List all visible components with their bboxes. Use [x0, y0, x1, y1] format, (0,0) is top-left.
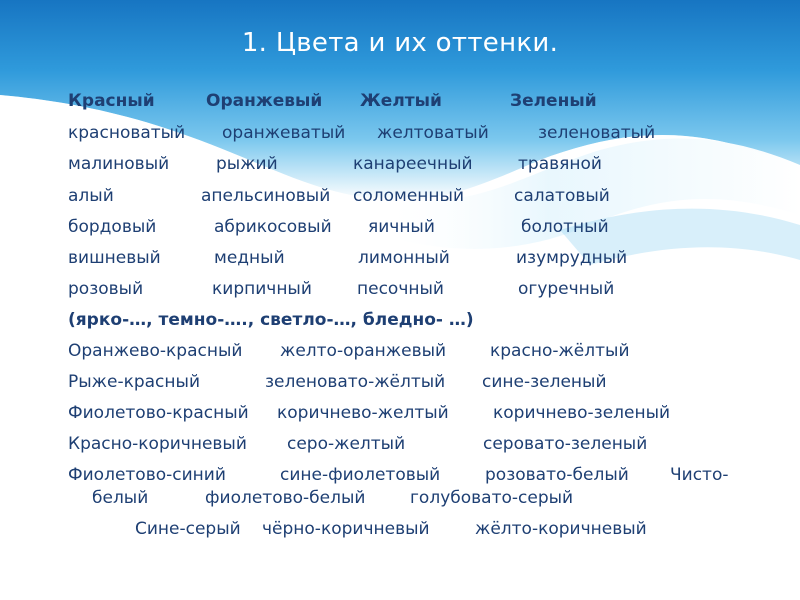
- header-red: Красный: [68, 91, 155, 111]
- slide-title: 1. Цвета и их оттенки.: [241, 28, 559, 58]
- prefix-note: (ярко-…, темно-…., светло-…, бледно- …): [68, 310, 474, 330]
- header-orange: Оранжевый: [206, 91, 323, 111]
- compound-row: [0, 434, 800, 464]
- compound-item: Сине-серый: [135, 519, 241, 539]
- shade-orange: оранжеватый: [222, 123, 346, 143]
- compound-item: Фиолетово-красный: [68, 403, 249, 423]
- compound-item: жёлто-коричневый: [475, 519, 647, 539]
- compound-item: серовато-зеленый: [483, 434, 648, 454]
- compound-item: серо-желтый: [287, 434, 406, 454]
- prefix-note-row: [0, 310, 800, 340]
- shade-green: салатовый: [514, 186, 610, 206]
- shade-yellow: желтоватый: [377, 123, 489, 143]
- compound-item: зеленовато-жёлтый: [265, 372, 446, 392]
- compound-item: Оранжево-красный: [68, 341, 243, 361]
- shade-row: [0, 248, 800, 278]
- shade-red: вишневый: [68, 248, 161, 268]
- shade-orange: кирпичный: [212, 279, 312, 299]
- shade-orange: абрикосовый: [214, 217, 332, 237]
- compound-item: розовато-белый: [485, 465, 629, 485]
- shade-red: малиновый: [68, 154, 170, 174]
- shade-row: [0, 154, 800, 184]
- shade-yellow: канареечный: [353, 154, 473, 174]
- compound-item: фиолетово-белый: [205, 488, 366, 508]
- shade-yellow: лимонный: [358, 248, 450, 268]
- shade-green: зеленоватый: [538, 123, 656, 143]
- compound-item: чёрно-коричневый: [262, 519, 430, 539]
- shade-orange: рыжий: [216, 154, 278, 174]
- shade-orange: апельсиновый: [201, 186, 331, 206]
- shade-red: красноватый: [68, 123, 186, 143]
- compound-item: Красно-коричневый: [68, 434, 247, 454]
- shade-row: [0, 186, 800, 216]
- compound-row: [0, 403, 800, 433]
- shade-red: бордовый: [68, 217, 157, 237]
- header-green: Зеленый: [510, 91, 597, 111]
- shade-yellow: песочный: [357, 279, 444, 299]
- shade-green: травяной: [518, 154, 602, 174]
- shade-row: [0, 217, 800, 247]
- compound-item: коричнево-зеленый: [493, 403, 671, 423]
- compound-row: [0, 519, 800, 549]
- compound-item: Рыже-красный: [68, 372, 200, 392]
- shade-green: изумрудный: [516, 248, 628, 268]
- shade-yellow: соломенный: [353, 186, 464, 206]
- compound-item: белый: [92, 488, 149, 508]
- shade-orange: медный: [214, 248, 285, 268]
- compound-item: желто-оранжевый: [280, 341, 447, 361]
- shade-red: розовый: [68, 279, 144, 299]
- shade-row: [0, 279, 800, 309]
- shade-green: болотный: [521, 217, 609, 237]
- compound-item: сине-фиолетовый: [280, 465, 441, 485]
- compound-row: [0, 372, 800, 402]
- color-headers-row: [0, 91, 800, 121]
- compound-item: красно-жёлтый: [490, 341, 630, 361]
- shade-row: [0, 123, 800, 153]
- compound-row: [0, 488, 800, 518]
- header-yellow: Желтый: [360, 91, 442, 111]
- compound-item: коричнево-желтый: [277, 403, 449, 423]
- shade-yellow: яичный: [368, 217, 435, 237]
- compound-item: Фиолетово-синий: [68, 465, 226, 485]
- compound-row: [0, 341, 800, 371]
- compound-item: Чисто-: [670, 465, 729, 485]
- compound-item: голубовато-серый: [410, 488, 574, 508]
- compound-item: сине-зеленый: [482, 372, 607, 392]
- shade-red: алый: [68, 186, 114, 206]
- shade-green: огуречный: [518, 279, 615, 299]
